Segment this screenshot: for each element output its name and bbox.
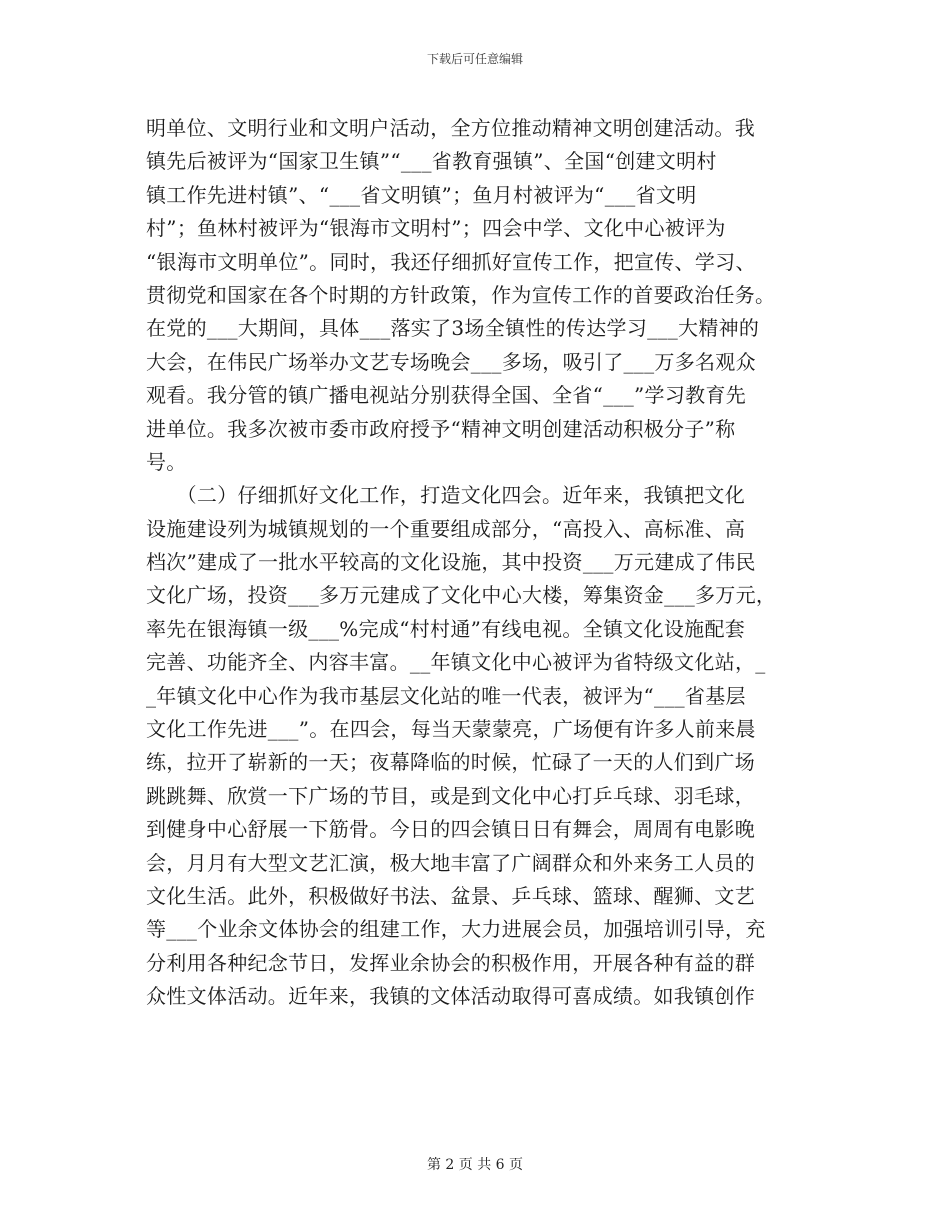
text-line: 镇工作先进村镇”、“___省文明镇”；鱼月村被评为“___省文明: [146, 182, 697, 207]
text-line: 跳跳舞、欣赏一下广场的节目，或是到文化中心打乒乓球、羽毛球，: [146, 783, 755, 808]
text-line: （二）仔细抓好文化工作，打造文化四会。近年来，我镇把文化: [146, 483, 745, 508]
text-line: 村”；鱼林村被评为“银海市文明村”；四会中学、文化中心被评为: [146, 216, 726, 241]
text-line: 贯彻党和国家在各个时期的方针政策，作为宣传工作的首要政治任务。: [146, 282, 776, 307]
text-line: 镇先后被评为“国家卫生镇”“___省教育强镇”、全国“创建文明村: [146, 149, 717, 174]
page-header: 下载后可任意编辑: [426, 52, 523, 66]
text-line: 等___个业余文体协会的组建工作，大力进展会员，加强培训引导，充: [146, 917, 766, 942]
text-line: 设施建设列为城镇规划的一个重要组成部分，“高投入、高标准、高: [146, 516, 746, 541]
document-body: [146, 112, 806, 1014]
text-line: 众性文体活动。近年来，我镇的文体活动取得可喜成绩。如我镇创作: [146, 984, 755, 1009]
text-line: 文化工作先进___”。在四会，每当天蒙蒙亮，广场便有许多人前来晨: [146, 717, 756, 742]
text-line: 观看。我分管的镇广播电视站分别获得全国、全省“___”学习教育先: [146, 383, 747, 408]
text-line: 进单位。我多次被市委市政府授予“精神文明创建活动积极分子”称: [146, 416, 736, 441]
text-line: 练，拉开了崭新的一天；夜幕降临的时候，忙碌了一天的人们到广场: [146, 750, 755, 775]
text-line: 大会，在伟民广场举办文艺专场晚会___多场，吸引了___万多名观众: [146, 349, 756, 374]
text-line: 率先在银海镇一级___%完成“村村通”有线电视。全镇文化设施配套: [146, 616, 746, 641]
page-number: 第 2 页 共 6 页: [426, 1157, 524, 1173]
text-line: 在党的___大期间，具体___落实了3场全镇性的传达学习___大精神的: [146, 316, 760, 341]
text-line: 号。: [146, 449, 187, 474]
text-line: 会，月月有大型文艺汇演，极大地丰富了广阔群众和外来务工人员的: [146, 850, 755, 875]
text-line: 到健身中心舒展一下筋骨。今日的四会镇日日有舞会，周周有电影晚: [146, 817, 755, 842]
text-line: _年镇文化中心作为我市基层文化站的唯一代表，被评为“___省基层: [146, 683, 746, 708]
text-line: 分利用各种纪念节日，发挥业余协会的积极作用，开展各种有益的群: [146, 950, 755, 975]
text-line: 文化广场，投资___多万元建成了文化中心大楼，筹集资金___多万元，: [146, 583, 777, 608]
text-line: 完善、功能齐全、内容丰富。__年镇文化中心被评为省特级文化站，_: [146, 650, 766, 675]
text-line: 档次”建成了一批水平较高的文化设施，其中投资___万元建成了伟民: [146, 550, 756, 575]
text-line: “银海市文明单位”。同时，我还仔细抓好宣传工作，把宣传、学习、: [146, 249, 756, 274]
text-line: 明单位、文明行业和文明户活动，全方位推动精神文明创建活动。我: [146, 116, 755, 140]
text-line: 文化生活。此外，积极做好书法、盆景、乒乓球、篮球、醒狮、文艺: [146, 883, 755, 908]
